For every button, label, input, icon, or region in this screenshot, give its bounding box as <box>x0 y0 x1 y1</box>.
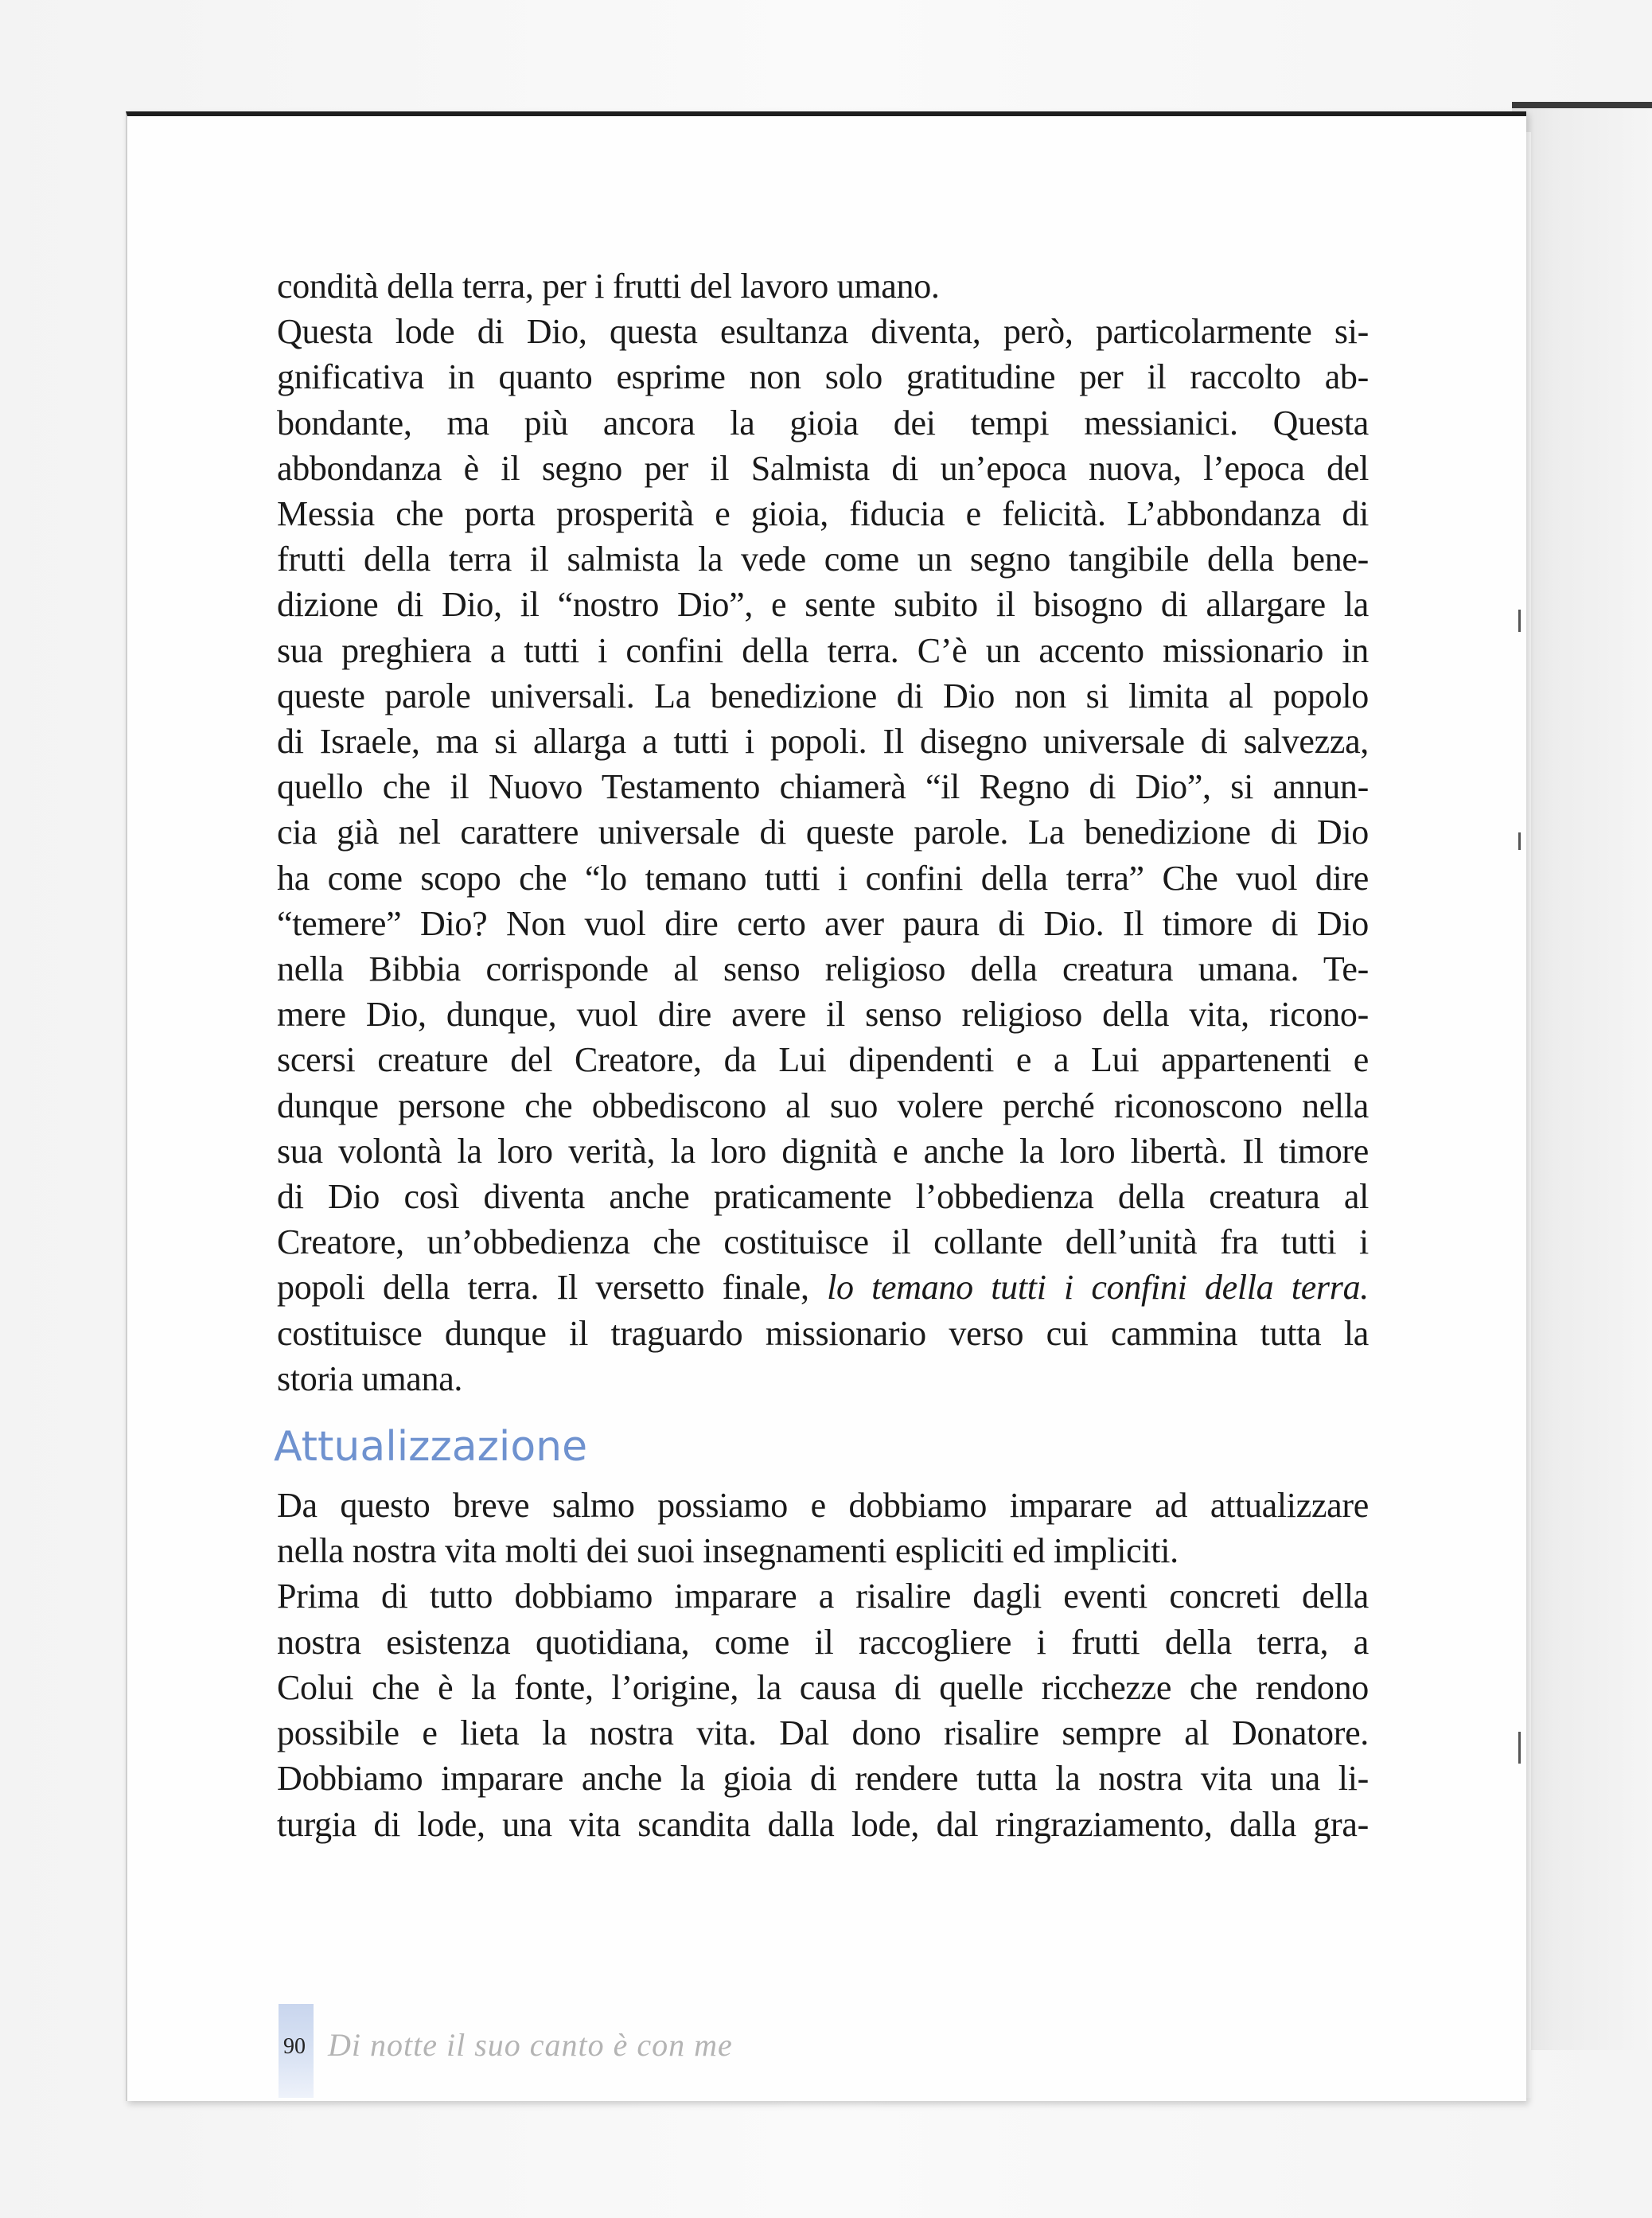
section-line: possibile e lieta la nostra vita. Dal dono risalire sempre al Donatore. <box>277 1713 1369 1753</box>
section-line: Colui che è la fonte, l’origine, la causa di quelle ricchezze che rendono <box>277 1667 1369 1707</box>
margin-mark <box>1518 1732 1521 1764</box>
body-line: sua preghiera a tutti i confini della terra. C’è un accento missionario in <box>277 630 1369 670</box>
body-line: sua volontà la loro verità, la loro dignità e anche la loro libertà. Il timore <box>277 1131 1369 1171</box>
body-line: di Dio così diventa anche praticamente l’obbedienza della creatura al <box>277 1177 1369 1217</box>
body-line: storia umana. <box>277 1358 463 1398</box>
body-line: di Israele, ma si allarga a tutti i popoli. Il disegno universale di salvezza, <box>277 722 1369 762</box>
section-line: Da questo breve salmo possiamo e dobbiamo imparare ad attualizzare <box>277 1486 1369 1526</box>
back-cover-edge <box>1512 102 1652 2050</box>
body-line: ha come scopo che “lo temano tutti i confini della terra” Che vuol dire <box>277 858 1369 898</box>
body-line: Questa lode di Dio, questa esultanza diventa, però, particolarmente si- <box>277 312 1369 352</box>
running-title: Di notte il suo canto è con me <box>328 2027 733 2063</box>
page-text-block <box>274 263 1369 1847</box>
body-line: scersi creature del Creatore, da Lui dipendenti e a Lui appartenenti e <box>277 1040 1369 1080</box>
margin-mark <box>1518 610 1521 632</box>
italic-quote: lo temano tutti i confini della terra. <box>827 1268 1369 1308</box>
body-line: nella Bibbia corrisponde al senso religioso della creatura umana. Te- <box>277 949 1369 989</box>
body-line: queste parole universali. La benedizione di Dio non si limita al popolo <box>277 676 1369 715</box>
body-line: dizione di Dio, il “nostro Dio”, e sente subito il bisogno di allargare la <box>277 585 1369 625</box>
body-line: “temere” Dio? Non vuol dire certo aver paura di Dio. Il timore di Dio <box>277 903 1369 943</box>
body-line: bondante, ma più ancora la gioia dei tempi messianici. Questa <box>277 403 1369 442</box>
body-line: frutti della terra il salmista la vede come un segno tangibile della bene- <box>277 540 1369 579</box>
body-line: quello che il Nuovo Testamento chiamerà “il Regno di Dio”, si annun- <box>277 767 1369 807</box>
section-line: turgia di lode, una vita scandita dalla lode, dal ringraziamento, dalla gra- <box>277 1804 1369 1844</box>
section-heading: Attualizzazione <box>274 1423 588 1472</box>
body-line: cia già nel carattere universale di queste parole. La benedizione di Dio <box>277 813 1369 852</box>
body-line: Messia che porta prosperità e gioia, fiducia e felicità. L’abbondanza di <box>277 494 1369 534</box>
body-line: gnificativa in quanto esprime non solo gratitudine per il raccolto ab- <box>277 357 1369 397</box>
body-line-with-quote <box>277 1265 1369 1310</box>
body-line: Creatore, un’obbedienza che costituisce il collante dell’unità fra tutti i <box>277 1222 1369 1262</box>
section-line: Prima di tutto dobbiamo imparare a risalire dagli eventi concreti della <box>277 1577 1369 1616</box>
body-line: condità della terra, per i frutti del lavoro umano. <box>277 267 940 306</box>
body-line: dunque persone che obbediscono al suo volere perché riconoscono nella <box>277 1086 1369 1125</box>
margin-mark <box>1518 832 1521 850</box>
section-line: Dobbiamo imparare anche la gioia di rendere tutta la nostra vita una li- <box>277 1759 1369 1799</box>
body-line-text: popoli della terra. Il versetto finale, <box>277 1268 828 1308</box>
page-number: 90 <box>283 2034 306 2059</box>
book-page <box>126 111 1526 2101</box>
body-line: costituisce dunque il traguardo missionario verso cui cammina tutta la <box>277 1313 1369 1353</box>
body-line: abbondanza è il segno per il Salmista di un’epoca nuova, l’epoca del <box>277 448 1369 488</box>
body-line: mere Dio, dunque, vuol dire avere il senso religioso della vita, ricono- <box>277 995 1369 1035</box>
section-line: nostra esistenza quotidiana, come il raccogliere i frutti della terra, a <box>277 1622 1369 1662</box>
section-line: nella nostra vita molti dei suoi insegnamenti espliciti ed impliciti. <box>277 1531 1179 1571</box>
